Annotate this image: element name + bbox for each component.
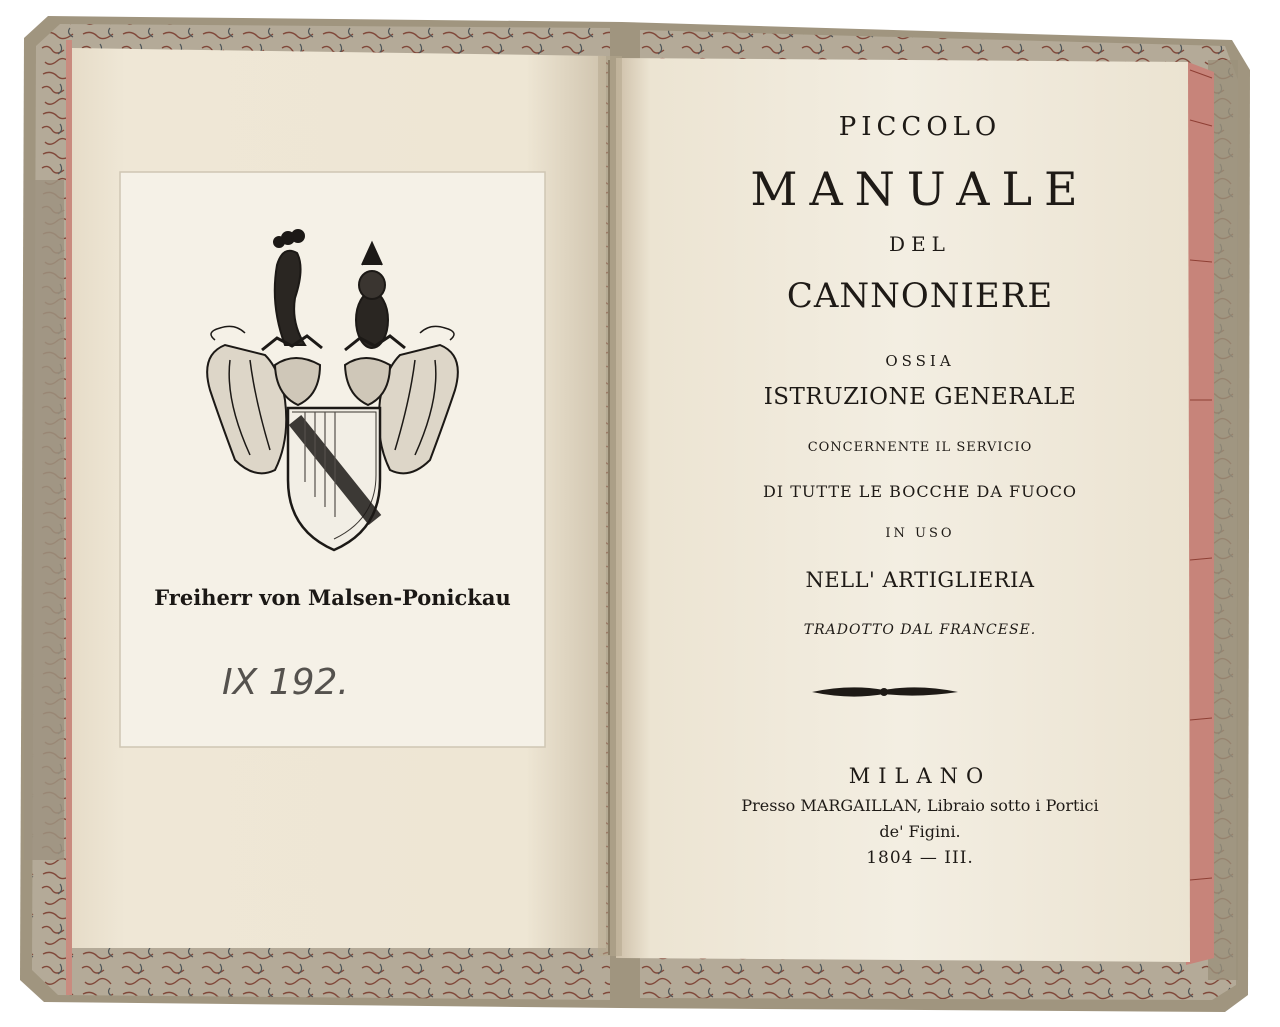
title-line-artiglieria: NELL' ARTIGLIERIA [805,568,1035,592]
title-line-istruzione: ISTRUZIONE GENERALE [763,384,1077,410]
title-line-tradotto: TRADOTTO DAL FRANCESE. [803,622,1037,638]
bookplate [120,172,545,747]
title-line-piccolo: PICCOLO [838,112,1002,142]
imprint-date: 1804 — III. [866,848,974,868]
imprint-city: MILANO [848,764,992,788]
title-line-cannoniere: CANNONIERE [786,276,1054,316]
title-line-concernente: CONCERNENTE IL SERVICIO [807,440,1033,455]
handwritten-shelfmark: IX 192. [222,662,349,703]
title-line-manuale: MANUALE [750,162,1090,216]
imprint-publisher-line1: Presso MARGAILLAN, Libraio sotto i Portici [741,796,1099,815]
title-line-tutte: DI TUTTE LE BOCCHE DA FUOCO [762,482,1078,501]
title-line-ossia: OSSIA [885,352,955,370]
imprint-publisher-line2: de' Figini. [879,822,961,841]
bookplate-owner-name: Freiherr von Malsen-Ponickau [154,585,511,610]
title-line-in-uso: IN USO [885,526,955,541]
title-line-del: DEL [889,232,951,256]
